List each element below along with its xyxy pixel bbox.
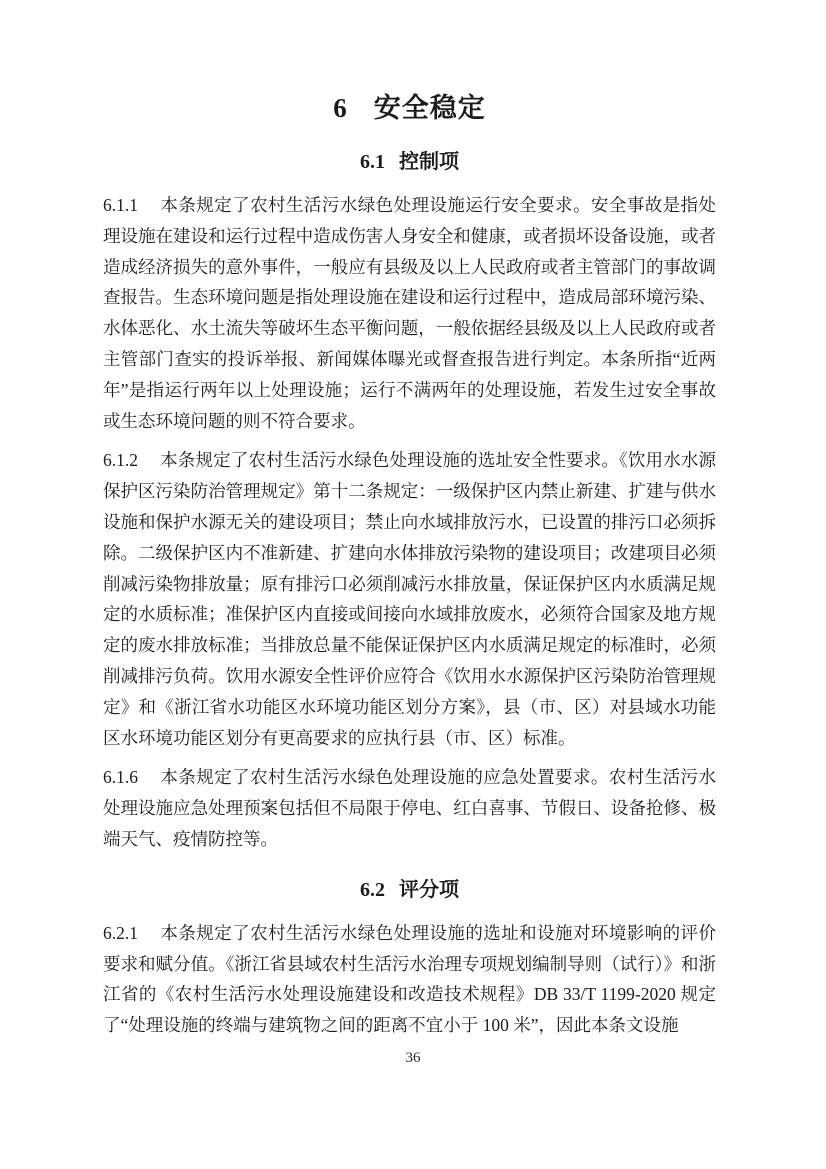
chapter-title: 安全稳定 (373, 93, 486, 123)
section-number: 6.2 (360, 878, 385, 901)
paragraph-6-1-2 (103, 445, 716, 753)
paragraph-number: 6.1.6 (103, 767, 138, 788)
chapter-heading (103, 86, 716, 125)
paragraph-6-1-1 (103, 190, 716, 436)
section-heading-6-2 (103, 873, 716, 902)
chapter-number: 6 (333, 93, 348, 123)
section-number: 6.1 (360, 151, 385, 173)
page-content (103, 86, 716, 1050)
paragraph-number: 6.2.1 (103, 922, 138, 943)
section-title: 控制项 (399, 151, 459, 173)
paragraph-number: 6.1.1 (103, 195, 138, 215)
paragraph-text: 本条规定了农村生活污水绿色处理设施的选址安全性要求。《饮用水水源保护区污染防治管理规定》第十二条规定：一级保护区内禁止新建、扩建与供水设施和保护水源无关的建设项目；禁止向水域排放污水，已设置的排污口必须拆除。二级保护区内不准新建、扩建向水体排放污染物的建设项目；改建项目必须削减污染物排放量；原有排污口必须削减污水排放量，保证保护区内水质满足规定的水质标准；准保护区内直接或间接向水域排放废水，必须符合国家及地方规定的废水排放标准；当排放总量不能保证保护区内水质满足规定的标准时，必须削减排污负荷。饮用水源安全性评价应符合《饮用水水源保护区污染防治管理规定》和《浙江省水功能区水环境功能区划分方案》，县（市、区）对县域水功能区水环境功能区划分有更高要求的应执行县（市、区）标准。 (103, 450, 716, 748)
paragraph-6-1-6 (103, 762, 716, 854)
paragraph-6-2-1 (103, 918, 716, 1041)
section-title: 评分项 (399, 878, 459, 901)
section-heading-6-1 (103, 145, 716, 174)
paragraph-text: 本条规定了农村生活污水绿色处理设施的选址和设施对环境影响的评价要求和赋分值。《浙江省县域农村生活污水治理专项规划编制导则（试行）》和浙江省的《农村生活污水处理设施建设和改造技术规程》DB 33/T 1199-2020 规定了“处理设施的终端与建筑物之间的距离不宜小于 100 米”，因此本条文设施 (103, 922, 716, 1036)
paragraph-text: 本条规定了农村生活污水绿色处理设施的应急处置要求。农村生活污水处理设施应急处理预案包括但不局限于停电、红白喜事、节假日、设备抢修、极端天气、疫情防控等。 (103, 767, 716, 849)
paragraph-text: 本条规定了农村生活污水绿色处理设施运行安全要求。安全事故是指处理设施在建设和运行过程中造成伤害人身安全和健康，或者损坏设备设施，或者造成经济损失的意外事件，一般应有县级及以上人民政府或者主管部门的事故调查报告。生态环境问题是指处理设施在建设和运行过程中，造成局部环境污染、水体恶化、水土流失等破坏生态平衡问题，一般依据经县级及以上人民政府或者主管部门查实的投诉举报、新闻媒体曝光或督查报告进行判定。本条所指“近两年”是指运行两年以上处理设施；运行不满两年的处理设施，若发生过安全事故或生态环境问题的则不符合要求。 (103, 195, 716, 431)
paragraph-number: 6.1.2 (103, 450, 138, 471)
page-number: 36 (405, 1050, 421, 1066)
